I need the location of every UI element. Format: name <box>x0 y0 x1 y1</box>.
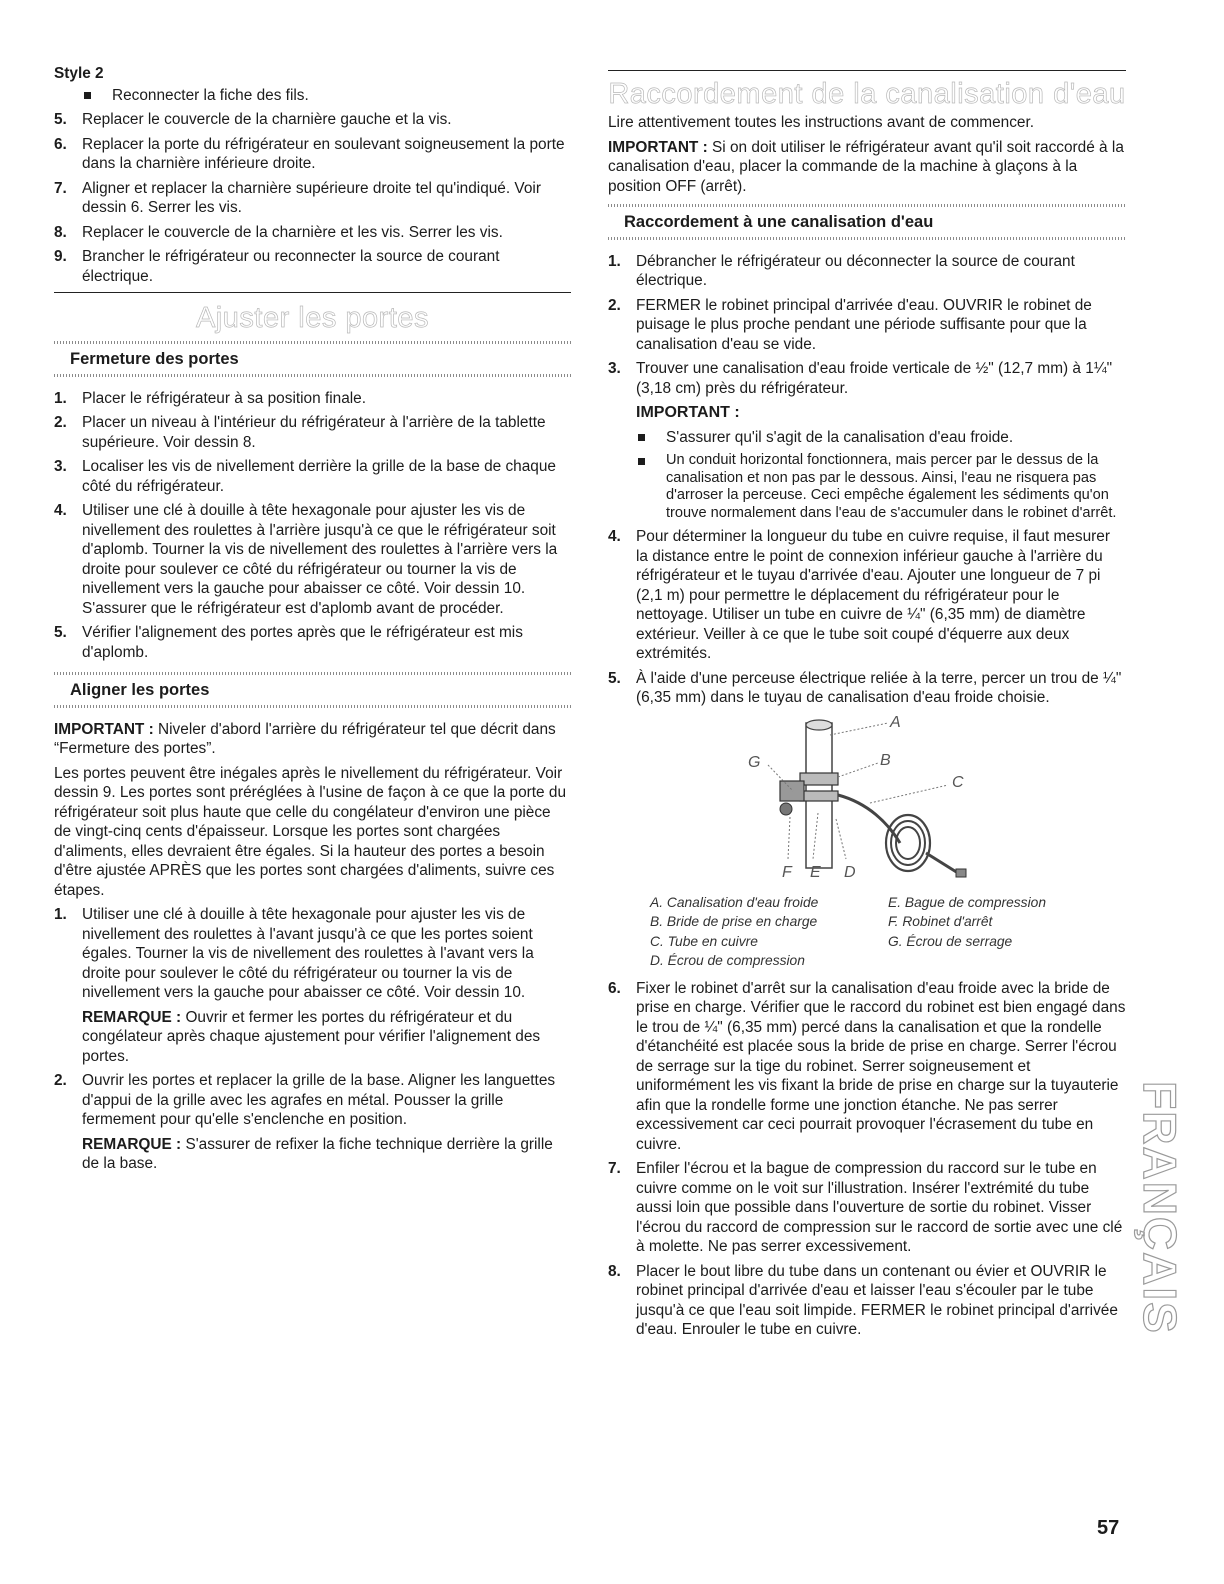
figure-label-c: C <box>952 773 964 791</box>
bullet-text: Reconnecter la fiche des fils. <box>112 86 309 104</box>
list-item <box>54 86 571 106</box>
list-item <box>608 979 1126 1155</box>
bullet-icon <box>638 434 645 441</box>
step-number: 8. <box>608 1262 621 1280</box>
subheading-raccordement: Raccordement à une canalisation d'eau <box>624 213 934 231</box>
figure-label-b: B <box>880 751 891 769</box>
clamp-shape <box>800 773 838 785</box>
step-number: 4. <box>608 528 621 545</box>
left-column <box>54 64 571 1179</box>
step-number: 8. <box>54 223 67 241</box>
list-item <box>608 296 1126 355</box>
important-bullets <box>608 428 1126 523</box>
step-number: 5. <box>54 111 67 128</box>
legend-item: A. Canalisation d'eau froide <box>650 894 819 910</box>
step-number: 3. <box>608 360 621 377</box>
step-number: 1. <box>54 906 67 923</box>
step-number: 2. <box>54 1072 67 1089</box>
list-item <box>608 1262 1126 1340</box>
reinstall-steps <box>54 110 571 286</box>
pipe-top <box>806 720 832 730</box>
important-note <box>54 720 571 759</box>
bullet-icon <box>638 458 645 465</box>
list-item <box>608 452 1126 522</box>
valve-body <box>780 781 804 801</box>
figure-label-d: D <box>844 863 856 881</box>
list-item <box>608 428 1126 448</box>
step-number: 9. <box>54 248 67 265</box>
remark-label: REMARQUE : <box>82 1135 182 1153</box>
clamp-shape <box>800 791 838 801</box>
section-title: Raccordement de la canalisation d'eau <box>608 78 1126 110</box>
remark-note <box>54 1008 571 1067</box>
language-tab-text <box>1130 1058 1182 1358</box>
tube-shape <box>838 795 900 843</box>
step-text: Vérifier l'alignement des portes après que le réfrigérateur est mis d'aplomb. <box>82 624 523 661</box>
step-number: 2. <box>608 296 621 314</box>
list-item <box>608 669 1126 708</box>
align-steps <box>54 905 571 1003</box>
list-item <box>54 413 571 452</box>
legend-item: D. Écrou de compression <box>650 953 805 968</box>
legend-item: G. Écrou de serrage <box>888 933 1013 949</box>
dotted-rule <box>54 705 571 708</box>
intro-text: Lire attentivement toutes les instructions avant de commencer. <box>608 114 1035 131</box>
remark-text: Ouvrir et fermer les portes du réfrigérateur et du congélateur après chaque ajustement pour vérifier l'alignement des portes. <box>82 1008 541 1065</box>
figure-label-f: F <box>782 863 792 881</box>
list-item <box>54 247 571 286</box>
list-item <box>54 905 571 1003</box>
step-text: Pour déterminer la longueur du tube en cuivre requise, il faut mesurer la distance entre le point de connexion inférieur gauche à l'arrière du réfrigérateur et le tuyau d'arrivée d'eau. Ajouter une longueur de 7 pi (2,1 m) pour permettre le déplacement du réfrigérateur pour le nettoyage. Utiliser un tube en cuivre de ¼" (6,35 mm) de diamètre extérieur. Veiller à ce que le tube soit coupé d'équerre aux deux extrémités. <box>636 528 1110 662</box>
bullet-icon <box>84 92 91 99</box>
subheading-aligner: Aligner les portes <box>70 681 210 699</box>
step-text: FERMER le robinet principal d'arrivée d'eau. OUVRIR le robinet de puisage le plus proche pendant une période suffisante pour que la canalisation d'eau se vide. <box>636 296 1092 353</box>
step-text: Aligner et replacer la charnière supérieure droite tel qu'indiqué. Voir dessin 6. Serrer les vis. <box>82 179 541 216</box>
leader-line <box>836 819 846 859</box>
right-column <box>608 70 1126 1345</box>
bullet-text: Un conduit horizontal fonctionnera, mais percer par le dessus de la canalisation et non pas par le dessous. Ainsi, l'eau ne risquera pas d'arroser la perceuse. Ceci empêche également les sédiments qu'on trouve normalement dans l'eau de s'accumuler dans le robinet d'arrêt. <box>666 452 1117 521</box>
step-number: 7. <box>608 1160 621 1177</box>
water-steps-a <box>608 252 1126 399</box>
step-number: 4. <box>54 502 67 519</box>
list-item <box>608 1159 1126 1257</box>
list-item <box>54 110 571 130</box>
compression-nut <box>956 869 966 877</box>
remark-label: REMARQUE : <box>82 1008 182 1026</box>
step-number: 5. <box>608 669 621 687</box>
list-item <box>54 179 571 218</box>
legend-item: C. Tube en cuivre <box>650 933 758 949</box>
step-text: Trouver une canalisation d'eau froide verticale de ½" (12,7 mm) à 1¼" (3,18 cm) près du réfrigérateur. <box>636 360 1113 397</box>
legend-item <box>888 951 1128 971</box>
figure-label-e: E <box>810 863 821 881</box>
important-label: IMPORTANT : <box>608 138 708 156</box>
list-item <box>54 135 571 174</box>
step-text: Replacer la porte du réfrigérateur en soulevant soigneusement la porte dans la charnière inférieure droite. <box>82 135 565 172</box>
valve-handle <box>780 803 792 815</box>
step-text: Enfiler l'écrou et la bague de compression du raccord sur le tube en cuivre comme on le voit sur l'illustration. Insérer l'extrémité du tube aussi loin que possible dans l'ouverture de sortie du robinet. Visser l'écrou du raccord de compression sur le raccord de sortie avec une clé à molette. Ne pas serrer excessivement. <box>636 1160 1123 1255</box>
important-label: IMPORTANT : <box>54 720 154 738</box>
list-item <box>54 623 571 662</box>
subheading-fermeture: Fermeture des portes <box>70 350 239 368</box>
water-steps-b <box>608 527 1126 708</box>
legend-item: E. Bague de compression <box>888 894 1046 910</box>
language-side-tab <box>1130 1058 1182 1358</box>
step-text: Utiliser une clé à douille à tête hexagonale pour ajuster les vis de nivellement des roulettes à l'arrière jusqu'à ce que le réfrigérateur soit d'aplomb. Tourner la vis de nivellement des roulettes à l'arrière vers la droite pour soulever ce côté du réfrigérateur ou tourner la vis de nivellement vers la gauche pour abaisser ce côté. Voir dessin 10. S'assurer que le réfrigérateur est d'aplomb avant de procéder. <box>82 502 558 617</box>
step-text: Localiser les vis de nivellement derrière la grille de la base de chaque côté du réfrigérateur. <box>82 458 556 495</box>
closing-steps <box>54 389 571 663</box>
bullet-text: S'assurer qu'il s'agit de la canalisation d'eau froide. <box>666 428 1014 446</box>
step3-important: IMPORTANT : <box>636 404 740 421</box>
dotted-rule <box>54 374 571 377</box>
important-text: Si on doit utiliser le réfrigérateur avant qu'il soit raccordé à la canalisation d'eau, placer la commande de la machine à glaçons à la position OFF (arrêt). <box>608 138 1124 195</box>
figure-legend <box>608 893 1126 971</box>
step-text: À l'aide d'une perceuse électrique reliée à la terre, percer un trou de ¼" (6,35 mm) dans le tuyau de canalisation d'eau froide choisie. <box>636 669 1122 706</box>
valve-illustration <box>608 713 1126 889</box>
leader-line <box>870 785 948 803</box>
list-item <box>54 501 571 618</box>
important-note <box>608 138 1126 197</box>
important-text: Niveler d'abord l'arrière du réfrigérateur tel que décrit dans “Fermeture des portes”. <box>54 720 556 757</box>
step-number: 6. <box>608 979 621 997</box>
step-text: Placer un niveau à l'intérieur du réfrigérateur à l'arrière de la tablette supérieure. Voir dessin 8. <box>82 414 546 451</box>
style-label: Style 2 <box>54 65 104 82</box>
step-text: Placer le réfrigérateur à sa position finale. <box>82 389 367 407</box>
intro-bullet-list <box>54 86 571 106</box>
step-text: Débrancher le réfrigérateur ou déconnecter la source de courant électrique. <box>636 252 1075 289</box>
step-number: 7. <box>54 179 67 197</box>
step-text: Utiliser une clé à douille à tête hexagonale pour ajuster les vis de nivellement des roulettes à l'avant jusqu'à ce que les portes soient égales. Tourner la vis de nivellement des roulettes à l'avant vers la droite pour soulever le côté du réfrigérateur ou tourner la vis de nivellement vers la gauche pour abaisser ce côté. Voir dessin 10. <box>82 906 534 1001</box>
leader-line <box>838 763 878 777</box>
figure-label-a: A <box>890 713 901 731</box>
tube-end <box>926 853 958 873</box>
page-number: 57 <box>1097 1517 1120 1539</box>
align-steps-continued <box>54 1071 571 1130</box>
leader-line <box>788 817 790 859</box>
list-item <box>54 1071 571 1130</box>
step-number: 2. <box>54 414 67 431</box>
legend-item: B. Bride de prise en charge <box>650 914 818 929</box>
step-text: Brancher le réfrigérateur ou reconnecter la source de courant électrique. <box>82 248 500 285</box>
step-text: Ouvrir les portes et replacer la grille de la base. Aligner les languettes d'appui de la grille avec les agrafes en métal. Pousser la grille fermement pour qu'elle s'enclenche en position. <box>82 1072 556 1128</box>
step-number: 1. <box>608 252 621 270</box>
step-number: 3. <box>54 458 67 475</box>
leader-line <box>830 723 888 735</box>
step-text: Placer le bout libre du tube dans un contenant ou évier et OUVRIR le robinet principal d'arrivée d'eau et laisser l'eau s'écouler par le tube jusqu'à ce que l'eau soit limpide. FERMER le robinet principal d'arrivée d'eau. Enrouler le tube en cuivre. <box>636 1262 1118 1338</box>
paragraph: Les portes peuvent être inégales après le nivellement du réfrigérateur. Voir dessin 9. Les portes sont préréglées à l'usine de façon à ce que la porte du réfrigérateur soit plus haute que celle du congélateur d'environ une pièce de vingt-cinq cents d'épaisseur. Lorsque les portes sont chargées d'aliments, elles devraient être égales. Si la hauteur des portes a besoin d'être ajustée APRÈS que les portes sont chargées d'aliments, suivre ces étapes. <box>54 764 567 899</box>
legend-item: F. Robinet d'arrêt <box>888 914 993 929</box>
step-number: 1. <box>54 389 67 407</box>
list-item <box>54 223 571 243</box>
remark-text: S'assurer de refixer la fiche technique derrière la grille de la base. <box>82 1135 553 1172</box>
step-text: Replacer le couvercle de la charnière gauche et la vis. <box>82 111 452 128</box>
valve-figure <box>608 713 1126 889</box>
step-number: 6. <box>54 135 67 153</box>
dotted-rule <box>608 237 1126 240</box>
step-text: Replacer le couvercle de la charnière et les vis. Serrer les vis. <box>82 223 503 241</box>
list-item <box>608 252 1126 291</box>
list-item <box>54 389 571 409</box>
remark-note <box>54 1135 571 1174</box>
figure-label-g: G <box>748 753 761 771</box>
step-text: Fixer le robinet d'arrêt sur la canalisation d'eau froide avec la bride de prise en charge. Vérifier que le raccord du robinet est bien engagé dans le trou de ¼" (6,35 mm) percé dans la canalisation et que la rondelle d'étanchéité est placée sous la bride de prise en charge. Serrer l'écrou de serrage sur la tige du robinet. Serrer soigneusement et uniformément les vis fixant la bride de prise en charge sur la tuyauterie afin que la rondelle forme une jonction étanche. Ne pas serrer excessivement car ceci pourrait provoquer l'écrasement du tube en cuivre. <box>636 979 1126 1153</box>
list-item <box>608 359 1126 398</box>
water-steps-c <box>608 979 1126 1340</box>
tube-coil <box>886 815 930 871</box>
step-number: 5. <box>54 624 67 641</box>
section-title: Ajuster les portes <box>195 302 430 334</box>
list-item <box>54 457 571 496</box>
side-tab-label: FRANÇAIS <box>1133 1081 1182 1335</box>
list-item <box>608 527 1126 664</box>
